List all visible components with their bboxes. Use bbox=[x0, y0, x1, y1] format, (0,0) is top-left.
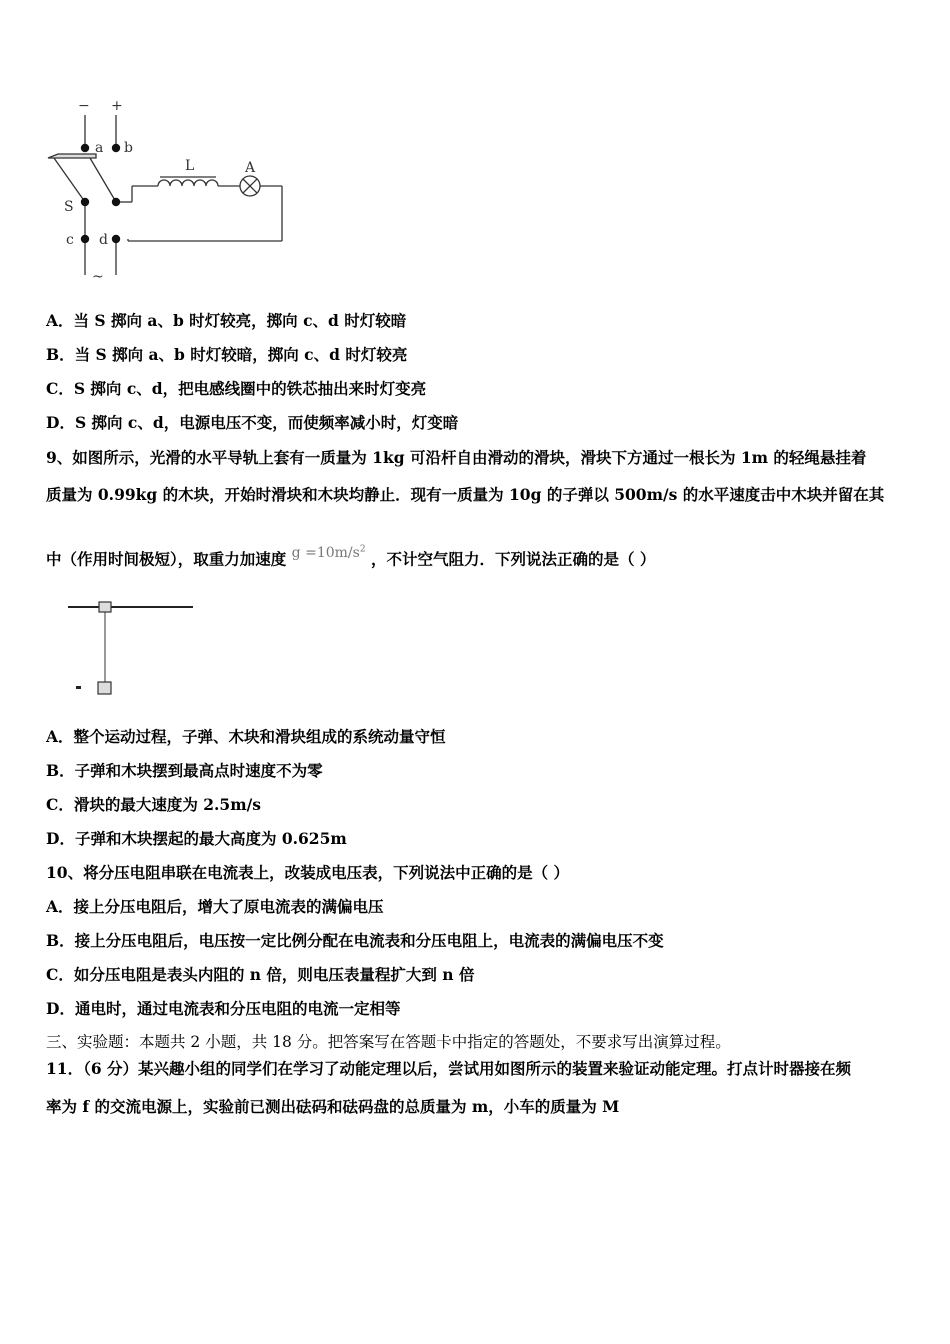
label-a: a bbox=[95, 140, 104, 156]
q9-option-b: B．子弹和木块摆到最高点时速度不为零 bbox=[46, 761, 323, 780]
label-plus: + bbox=[111, 98, 123, 114]
q10-option-b: B．接上分压电阻后，电压按一定比例分配在电流表和分压电阻上，电流表的满偏电压不变 bbox=[46, 931, 664, 950]
q9-formula-text: g =10m/s bbox=[291, 544, 360, 561]
q9-stem3a: 中（作用时间极短），取重力加速度 bbox=[46, 549, 287, 569]
label-minus: − bbox=[78, 98, 90, 114]
q8-option-a: A．当 S 掷向 a、b 时灯较亮，掷向 c、d 时灯较暗 bbox=[46, 311, 407, 330]
q8-option-b: B．当 S 掷向 a、b 时灯较暗，掷向 c、d 时灯较亮 bbox=[46, 345, 408, 364]
q9-stem3b: ，不计空气阻力．下列说法正确的是（ ） bbox=[370, 549, 656, 569]
label-L: L bbox=[185, 158, 195, 174]
q11-line1: 11．（6 分）某兴趣小组的同学们在学习了动能定理以后，尝试用如图所示的装置来验证动能定理。打点计时器接在频 bbox=[46, 1059, 852, 1078]
q9-stem-line2: 质量为 0.99kg 的木块，开始时滑块和木块均静止．现有一质量为 10g 的子弹以 500m/s 的水平速度击中木块并留在其 bbox=[46, 485, 885, 504]
label-S: S bbox=[64, 199, 74, 215]
circuit-diagram bbox=[40, 95, 340, 285]
section-3-heading: 三、实验题：本题共 2 小题，共 18 分。把答案写在答题卡中指定的答题处，不要求写出演算过程。 bbox=[46, 1033, 731, 1051]
q10-stem: 10、将分压电阻串联在电流表上，改装成电压表，下列说法中正确的是（ ） bbox=[46, 863, 569, 882]
label-b: b bbox=[124, 140, 133, 156]
q8-option-c: C．S 掷向 c、d，把电感线圈中的铁芯抽出来时灯变亮 bbox=[46, 379, 427, 398]
label-A: A bbox=[245, 160, 256, 176]
q9-option-d: D．子弹和木块摆起的最大高度为 0.625m bbox=[46, 829, 347, 848]
pendulum-diagram bbox=[60, 595, 220, 705]
q9-option-c: C．滑块的最大速度为 2.5m/s bbox=[46, 795, 261, 814]
q9-stem-line3 bbox=[46, 544, 656, 571]
q9-formula-sup: 2 bbox=[359, 544, 366, 554]
q10-option-c: C．如分压电阻是表头内阻的 n 倍，则电压表量程扩大到 n 倍 bbox=[46, 965, 475, 984]
q9-formula bbox=[292, 545, 366, 561]
q10-option-d: D．通电时，通过电流表和分压电阻的电流一定相等 bbox=[46, 999, 401, 1018]
label-d: d bbox=[99, 232, 108, 248]
q9-option-a: A．整个运动过程，子弹、木块和滑块组成的系统动量守恒 bbox=[46, 727, 446, 746]
q8-option-d: D．S 掷向 c、d，电源电压不变，而使频率减小时，灯变暗 bbox=[46, 413, 459, 432]
label-c: c bbox=[66, 232, 74, 248]
q11-line2: 率为 f 的交流电源上，实验前已测出砝码和砝码盘的总质量为 m，小车的质量为 M bbox=[46, 1097, 620, 1116]
q10-option-a: A．接上分压电阻后，增大了原电流表的满偏电压 bbox=[46, 897, 384, 916]
q9-stem-line1: 9、如图所示，光滑的水平导轨上套有一质量为 1kg 可沿杆自由滑动的滑块，滑块下方通过一根长为 1m 的轻绳悬挂着 bbox=[46, 448, 867, 467]
label-ac: ~ bbox=[92, 269, 104, 285]
